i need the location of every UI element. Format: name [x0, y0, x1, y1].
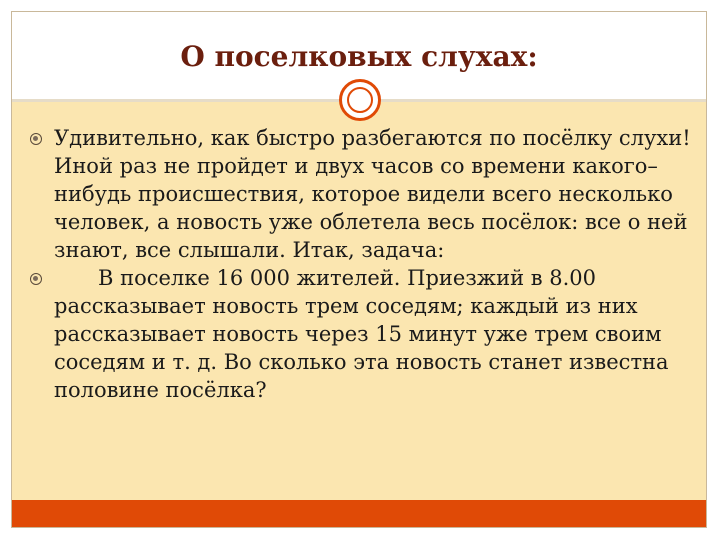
slide-title: О поселковых слухах: [180, 39, 538, 73]
bullet-icon [30, 133, 42, 145]
circle-ornament-icon [339, 79, 381, 121]
bottom-accent-bar [12, 500, 706, 527]
bullet-text: В поселке 16 000 жителей. Приезжий в 8.00 рассказывает новость трем соседям; каждый из них рассказывает новость через 15 минут уже трем своим соседям и т. д. Во сколько эта новость станет известна половине посёлка? [54, 266, 669, 402]
list-item [25, 124, 695, 264]
bullet-text: Удивительно, как быстро разбегаются по посёлку слухи! Иной раз не пройдет и двух часов со времени какого– нибудь происшествия, которое видели всего несколько человек, а новость уже облетела весь посёлок: все о ней знают, все слышали. Итак, задача: [54, 126, 691, 262]
bullet-list [25, 124, 695, 404]
circle-ornament-inner [347, 87, 373, 113]
list-item [25, 264, 695, 404]
bullet-icon [30, 273, 42, 285]
